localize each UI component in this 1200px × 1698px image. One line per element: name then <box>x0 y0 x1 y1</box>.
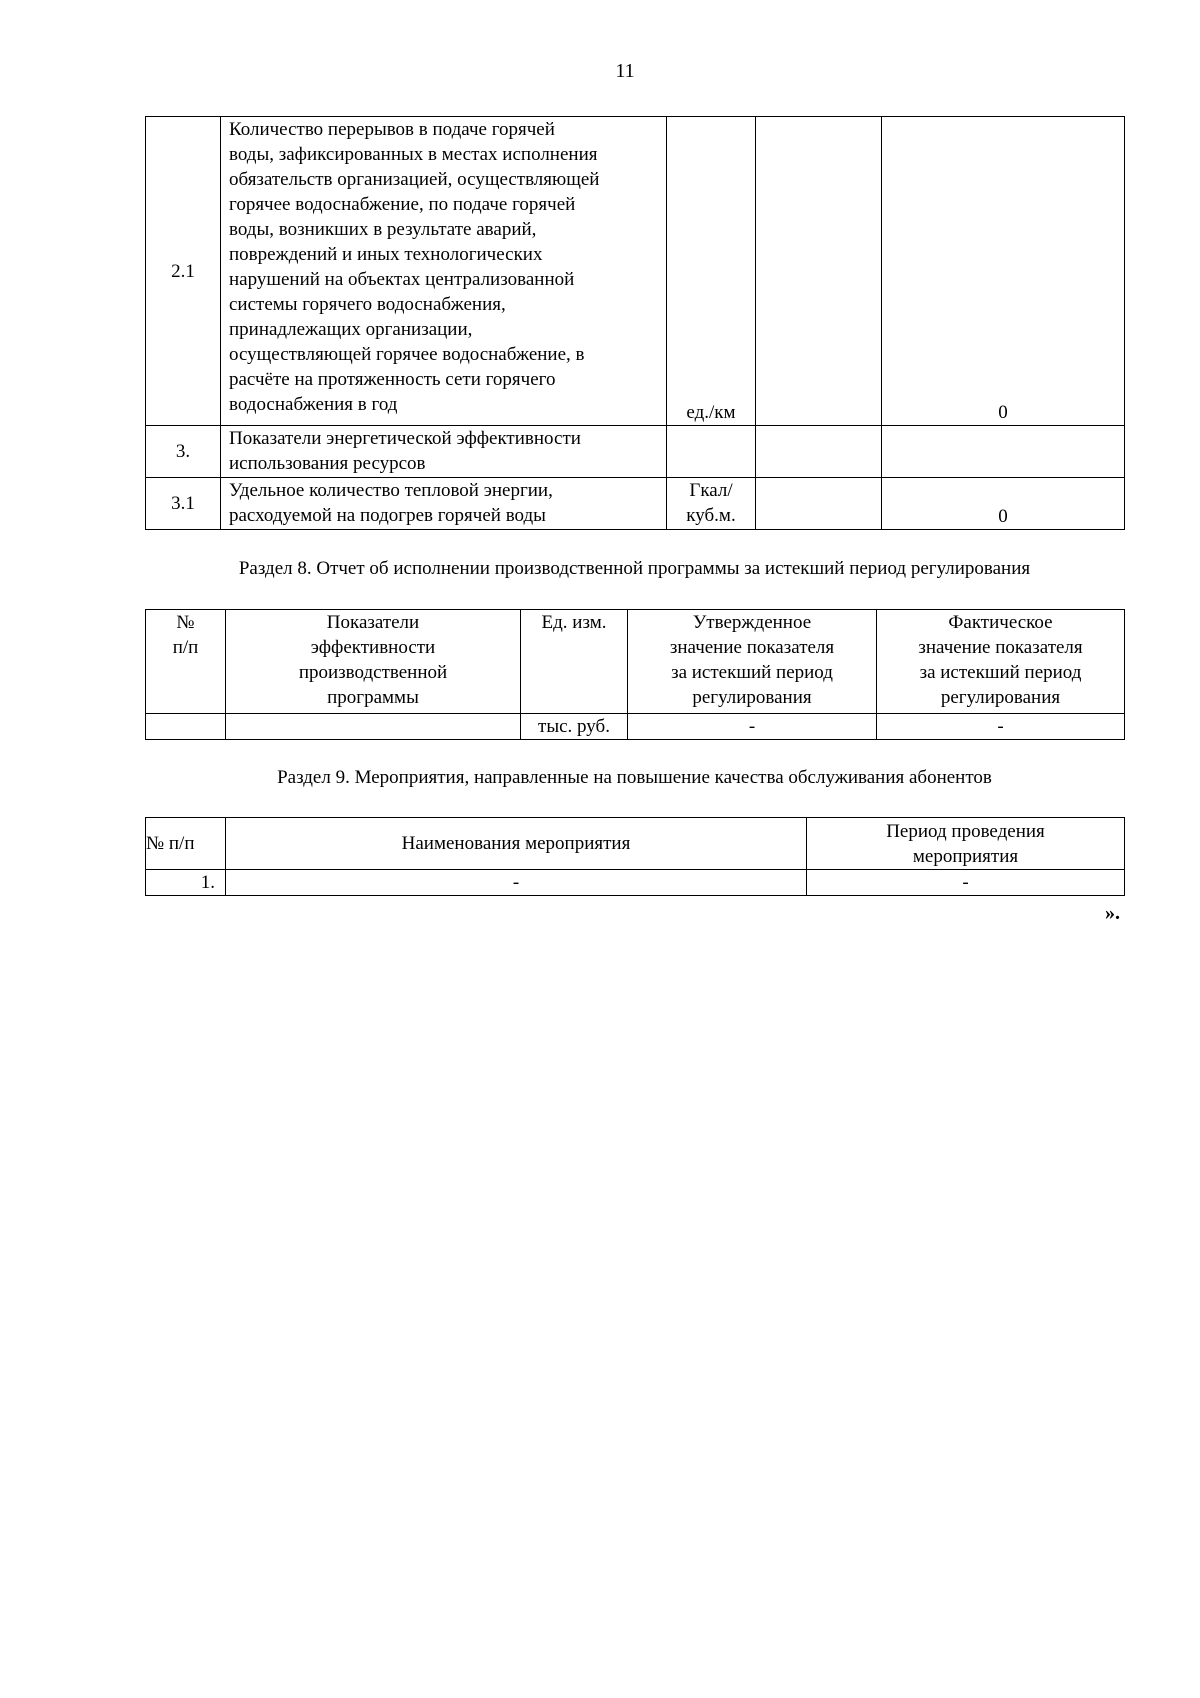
header-num: № п/п <box>146 610 226 714</box>
row-number: 1. <box>146 870 226 896</box>
table-row <box>146 117 1125 426</box>
header-actual: Фактическое значение показателя за истекший период регулирования <box>877 610 1125 714</box>
header-period: Период проведения мероприятия <box>807 818 1125 870</box>
approved-value-cell <box>756 426 882 478</box>
table-row <box>146 426 1125 478</box>
actual-value-cell: 0 <box>882 478 1125 530</box>
row-number: 2.1 <box>146 117 221 426</box>
table-header-row <box>146 610 1125 714</box>
period-cell: - <box>807 870 1125 896</box>
approved-value-cell <box>756 117 882 426</box>
page-number: 11 <box>615 60 635 82</box>
actual-value-cell: - <box>877 714 1125 740</box>
header-measure-name: Наименования мероприятия <box>226 818 807 870</box>
unit-cell: ед./км <box>667 117 756 426</box>
header-indicators: Показатели эффективности производственной программы <box>226 610 521 714</box>
indicator-cell <box>226 714 521 740</box>
indicator-description: Удельное количество тепловой энергии, расходуемой на подогрев горячей воды <box>221 478 667 530</box>
table-row <box>146 478 1125 530</box>
table-row <box>146 714 1125 740</box>
actual-value-cell <box>882 426 1125 478</box>
indicator-description: Количество перерывов в подаче горячей воды, зафиксированных в местах исполнения обязательств организацией, осуществляющей горячее водоснабжение, по подаче горячей воды, возникших в результате аварий, повреждений и иных технологических нарушений на объектах централизованной системы горячего водоснабжения, принадлежащих организации, осуществляющей горячее водоснабжение, в расчёте на протяженность сети горячего водоснабжения в год <box>221 117 667 426</box>
unit-cell <box>667 426 756 478</box>
production-program-report-table <box>145 609 1125 740</box>
table-header-row <box>146 818 1125 870</box>
table-row <box>146 870 1125 896</box>
indicator-description: Показатели энергетической эффективности использования ресурсов <box>221 426 667 478</box>
closing-quote-mark: ». <box>1105 902 1120 924</box>
approved-value-cell: - <box>628 714 877 740</box>
section-9-heading: Раздел 9. Мероприятия, направленные на повышение качества обслуживания абонентов <box>277 767 992 788</box>
row-number: 3.1 <box>146 478 221 530</box>
measure-name-cell: - <box>226 870 807 896</box>
header-num: № п/п <box>146 818 226 870</box>
section-8-heading: Раздел 8. Отчет об исполнении производственной программы за истекший период регулирования <box>238 558 1031 579</box>
header-approved: Утвержденное значение показателя за истекший период регулирования <box>628 610 877 714</box>
unit-cell: тыс. руб. <box>521 714 628 740</box>
approved-value-cell <box>756 478 882 530</box>
subscriber-service-measures-table <box>145 817 1125 896</box>
indicators-table-continued <box>145 116 1125 530</box>
actual-value-cell: 0 <box>882 117 1125 426</box>
row-number <box>146 714 226 740</box>
row-number: 3. <box>146 426 221 478</box>
header-unit: Ед. изм. <box>521 610 628 714</box>
unit-cell: Гкал/ куб.м. <box>667 478 756 530</box>
